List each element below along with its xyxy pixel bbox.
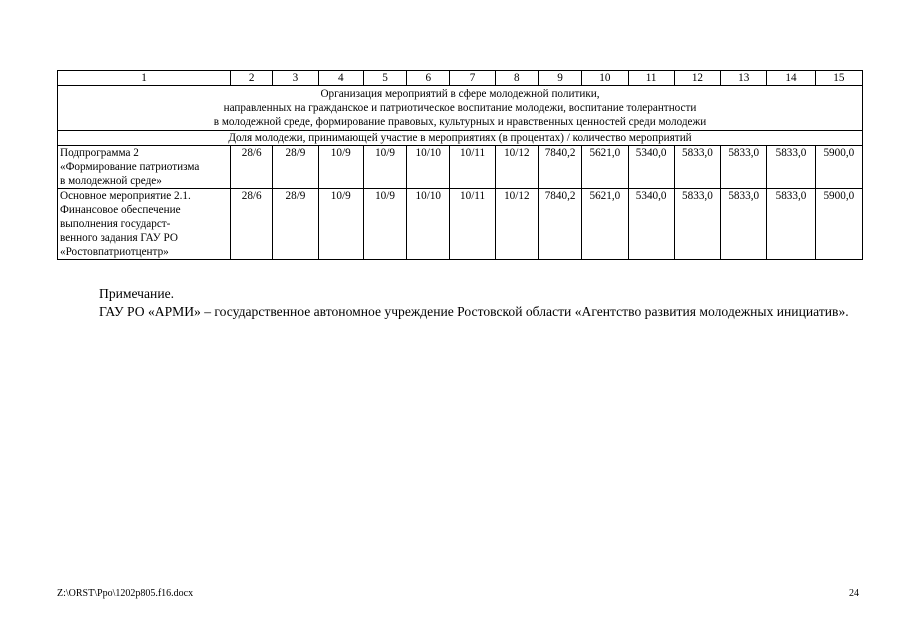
table-cell: 10/11: [450, 146, 495, 189]
column-number: 5: [363, 71, 406, 86]
table-cell: 10/11: [450, 189, 495, 260]
table-cell: 5833,0: [721, 146, 767, 189]
table-cell: 28/6: [231, 146, 273, 189]
column-number-row: [58, 71, 863, 86]
row-name-line: Финансовое обеспечение: [60, 204, 181, 216]
column-number: 8: [495, 71, 538, 86]
table-cell: 10/9: [318, 189, 363, 260]
section-title-line: направленных на гражданское и патриотическое воспитание молодежи, воспитание толерантности: [223, 102, 697, 114]
table-cell: 5340,0: [628, 146, 674, 189]
row-name-line: «Формирование патриотизма: [60, 161, 200, 173]
table-cell: 10/9: [363, 189, 406, 260]
table-cell: 5833,0: [767, 146, 815, 189]
table-cell: 28/6: [231, 189, 273, 260]
table-row: [58, 189, 863, 260]
row-name-line: венного задания ГАУ РО: [60, 232, 178, 244]
table-cell: 5340,0: [628, 189, 674, 260]
table-cell: 5900,0: [815, 189, 862, 260]
column-number: 9: [538, 71, 581, 86]
table-cell: 7840,2: [538, 146, 581, 189]
column-number: 11: [628, 71, 674, 86]
table-cell: 28/9: [273, 146, 318, 189]
metric-caption: Доля молодежи, принимающей участие в мероприятиях (в процентах) / количество мероприятий: [58, 131, 863, 146]
table-cell: 5833,0: [767, 189, 815, 260]
column-number: 1: [58, 71, 231, 86]
section-title: [58, 86, 863, 131]
table-cell: 5621,0: [582, 146, 628, 189]
column-number: 3: [273, 71, 318, 86]
column-number: 4: [318, 71, 363, 86]
note-title: Примечание.: [99, 286, 175, 301]
table-cell: 5833,0: [674, 146, 720, 189]
table-row: [58, 146, 863, 189]
table-cell: 7840,2: [538, 189, 581, 260]
footer-file-path: Z:\ORST\Ppo\1202p805.f16.docx: [57, 588, 194, 599]
row-name: [58, 146, 231, 189]
program-table: [57, 70, 863, 260]
table-cell: 10/9: [363, 146, 406, 189]
column-number: 15: [815, 71, 862, 86]
table-cell: 5621,0: [582, 189, 628, 260]
section-title-line: в молодежной среде, формирование правовых, культурных и нравственных ценностей среди молодежи: [213, 116, 707, 128]
row-name: [58, 189, 231, 260]
section-title-line: Организация мероприятий в сфере молодежной политики,: [320, 88, 600, 100]
table-cell: 10/9: [318, 146, 363, 189]
table-cell: 10/12: [495, 146, 538, 189]
table-cell: 28/9: [273, 189, 318, 260]
row-name-line: выполнения государст-: [60, 218, 171, 230]
column-number: 13: [721, 71, 767, 86]
row-name-line: в молодежной среде»: [60, 175, 162, 187]
column-number: 2: [231, 71, 273, 86]
row-name-line: Подпрограмма 2: [60, 147, 139, 159]
table-cell: 10/10: [407, 189, 450, 260]
table-cell: 5833,0: [721, 189, 767, 260]
section-title-row: [58, 86, 863, 131]
note-block: [57, 285, 863, 321]
column-number: 14: [767, 71, 815, 86]
table-cell: 10/10: [407, 146, 450, 189]
note-body: ГАУ РО «АРМИ» – государственное автономное учреждение Ростовской области «Агентство развития молодежных инициатив».: [99, 304, 849, 319]
column-number: 10: [582, 71, 628, 86]
table-cell: 5900,0: [815, 146, 862, 189]
column-number: 12: [674, 71, 720, 86]
metric-caption-row: [58, 131, 863, 146]
row-name-line: Основное мероприятие 2.1.: [60, 190, 191, 202]
table-cell: 5833,0: [674, 189, 720, 260]
page-number: 24: [849, 588, 859, 599]
table-cell: 10/12: [495, 189, 538, 260]
column-number: 7: [450, 71, 495, 86]
column-number: 6: [407, 71, 450, 86]
row-name-line: «Ростовпатриотцентр»: [60, 246, 169, 258]
